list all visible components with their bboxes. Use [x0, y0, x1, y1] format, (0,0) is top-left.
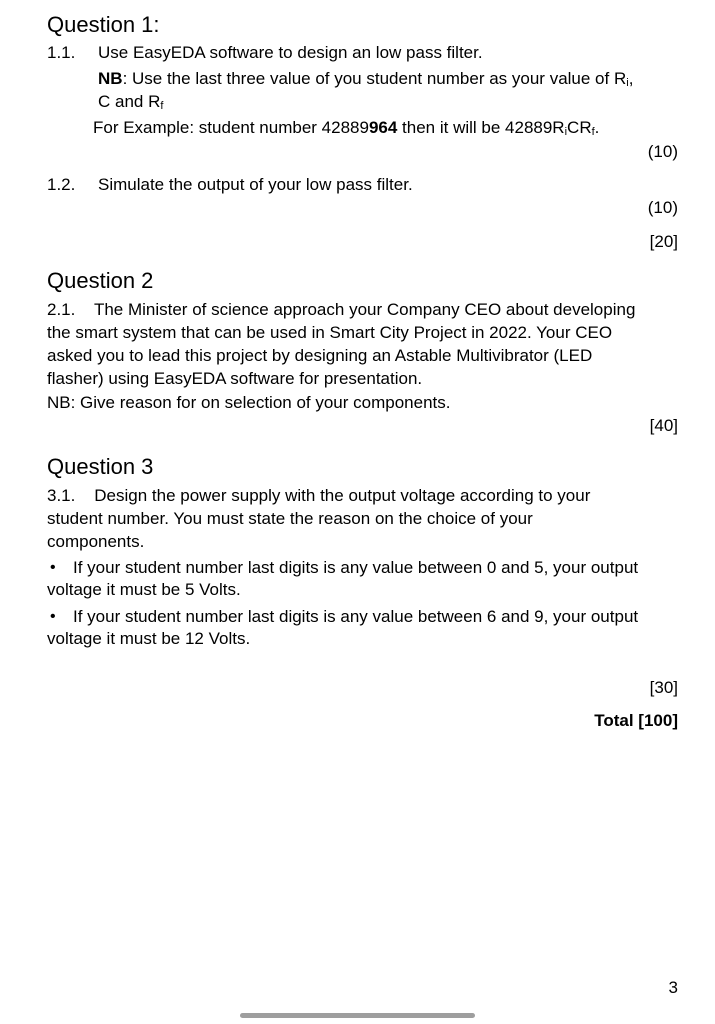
question-3-heading: Question 3: [47, 454, 154, 479]
mark-1-1: (10): [647, 142, 678, 161]
question-3-line-3: components.: [47, 532, 145, 551]
example-subscript-i: i: [564, 126, 568, 138]
example-subscript-f: f: [591, 126, 595, 138]
nb-note-line-1: [98, 67, 633, 90]
item-1-2-text: Simulate the output of your low pass filter.: [98, 175, 413, 194]
bullet-1-line-1: If your student number last digits is any value between 0 and 5, your output: [73, 558, 639, 577]
example-text-b: then it will be 42889R: [397, 118, 565, 137]
question-3-total: [30]: [649, 678, 678, 697]
example-bold-digits: 964: [368, 118, 398, 137]
nb-note-line-2: [98, 90, 163, 113]
bullet-2-symbol: •: [50, 608, 56, 625]
item-1-1-text: Use EasyEDA software to design an low pass filter.: [98, 43, 483, 62]
mark-1-2: (10): [647, 198, 678, 217]
question-1-total: [20]: [649, 232, 678, 251]
nb-text: : Use the last three value of you student number as your value of R: [122, 69, 627, 88]
nb-label: NB: [98, 69, 123, 88]
nb-comma: ,: [628, 69, 634, 88]
question-3-line-1: 3.1. Design the power supply with the output voltage according to your: [47, 486, 591, 505]
page-number: 3: [668, 978, 678, 997]
item-1-1-number: 1.1.: [47, 43, 76, 62]
nb-line2-text: C and R: [98, 92, 161, 111]
question-2-line-2: the smart system that can be used in Smart City Project in 2022. Your CEO: [47, 323, 613, 342]
question-2-line-3: asked you to lead this project by designing an Astable Multivibrator (LED: [47, 346, 593, 365]
home-indicator-bar[interactable]: [240, 1013, 475, 1018]
question-2-line-4: flasher) using EasyEDA software for presentation.: [47, 369, 423, 388]
grand-total: Total [100]: [594, 711, 678, 730]
bullet-2-line-2: voltage it must be 12 Volts.: [47, 629, 251, 648]
nb-subscript-i: i: [626, 77, 629, 89]
question-2-total: [40]: [649, 416, 678, 435]
question-2-nb: NB: Give reason for on selection of your components.: [47, 393, 451, 412]
question-2-line-1: 2.1. The Minister of science approach your Company CEO about developing: [47, 300, 636, 319]
example-line: [93, 116, 599, 139]
nb-subscript-f: f: [160, 100, 164, 112]
bullet-1-line-2: voltage it must be 5 Volts.: [47, 580, 241, 599]
question-3-line-2: student number. You must state the reason on the choice of your: [47, 509, 533, 528]
bullet-1-symbol: •: [50, 559, 56, 576]
example-text-a: For Example: student number 42889: [93, 118, 369, 137]
item-1-2-number: 1.2.: [47, 175, 76, 194]
question-2-heading: Question 2: [47, 268, 154, 293]
example-text-c: CR: [567, 118, 592, 137]
example-text-d: .: [594, 118, 600, 137]
question-1-heading: Question 1:: [47, 12, 160, 37]
bullet-2-line-1: If your student number last digits is any value between 6 and 9, your output: [73, 607, 639, 626]
